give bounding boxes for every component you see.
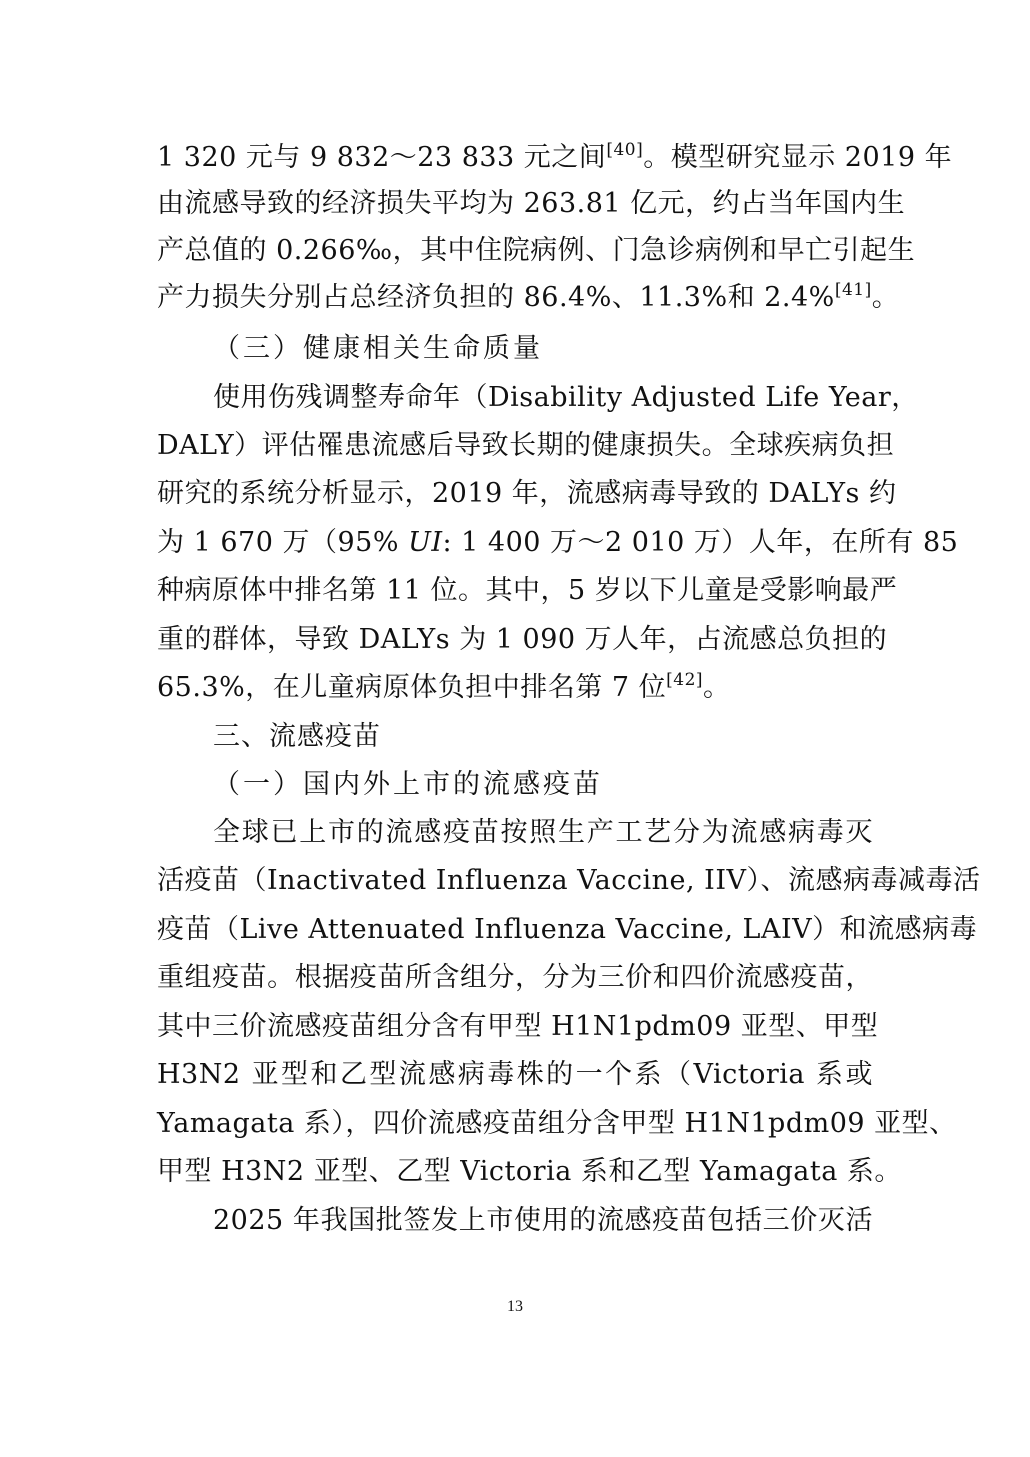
body-line (157, 140, 953, 176)
body-line (157, 670, 873, 706)
body-line: 其中三价流感疫苗组分含有甲型 H1N1pdm09 亚型、甲型 (157, 1011, 879, 1042)
text-span: 1 320 元与 9 832～23 833 元之间 (157, 142, 607, 173)
body-line: 2025 年我国批签发上市使用的流感疫苗包括三价灭活 (213, 1205, 873, 1236)
body-line: DALY）评估罹患流感后导致长期的健康损失。全球疾病负担 (157, 430, 895, 461)
subsection-heading: （三）健康相关生命质量 (213, 333, 543, 364)
text-span: 65.3%，在儿童病原体负担中排名第 7 位 (157, 672, 667, 703)
body-line: 由流感导致的经济损失平均为 263.81 亿元，约占当年国内生 (157, 188, 906, 219)
text-span: : 1 400 万～2 010 万）人年，在所有 85 (442, 527, 959, 558)
citation-ref: [40] (606, 140, 644, 160)
section-heading: 三、流感疫苗 (213, 721, 381, 752)
body-line (157, 280, 900, 316)
subsection-heading: （一）国内外上市的流感疫苗 (213, 769, 603, 800)
body-line: 全球已上市的流感疫苗按照生产工艺分为流感病毒灭 (213, 817, 873, 848)
citation-ref: [41] (834, 280, 872, 300)
body-line: Yamagata 系），四价流感疫苗组分含甲型 H1N1pdm09 亚型、 (157, 1108, 957, 1139)
body-line: 疫苗（Live Attenuated Influenza Vaccine, LAIV）和流感病毒 (157, 914, 978, 945)
text-span: 。 (703, 672, 731, 703)
page-number: 13 (507, 1298, 523, 1315)
text-span: 。 (871, 282, 900, 313)
body-line: 种病原体中排名第 11 位。其中，5 岁以下儿童是受影响最严 (157, 575, 898, 606)
text-span: 。模型研究显示 2019 年 (643, 142, 953, 173)
body-line: H3N2 亚型和乙型流感病毒株的一个系（Victoria 系或 (157, 1059, 873, 1090)
text-span: UI (408, 527, 443, 558)
body-line: 重组疫苗。根据疫苗所含组分，分为三价和四价流感疫苗， (157, 962, 873, 993)
body-line: 研究的系统分析显示，2019 年，流感病毒导致的 DALYs 约 (157, 478, 897, 509)
body-line: 甲型 H3N2 亚型、乙型 Victoria 系和乙型 Yamagata 系。 (157, 1156, 902, 1187)
text-span: 为 1 670 万（95% (157, 527, 409, 558)
body-line: 重的群体，导致 DALYs 为 1 090 万人年，占流感总负担的 (157, 624, 888, 655)
citation-ref: [42] (666, 670, 704, 690)
body-line (157, 525, 959, 561)
text-span: 产力损失分别占总经济负担的 86.4%、11.3%和 2.4% (157, 282, 835, 313)
body-line: 产总值的 0.266‰，其中住院病例、门急诊病例和早亡引起生 (157, 235, 916, 266)
body-line: 活疫苗（Inactivated Influenza Vaccine, IIV）、流感病毒减毒活 (157, 865, 981, 896)
body-line: 使用伤残调整寿命年（Disability Adjusted Life Year， (213, 382, 919, 413)
